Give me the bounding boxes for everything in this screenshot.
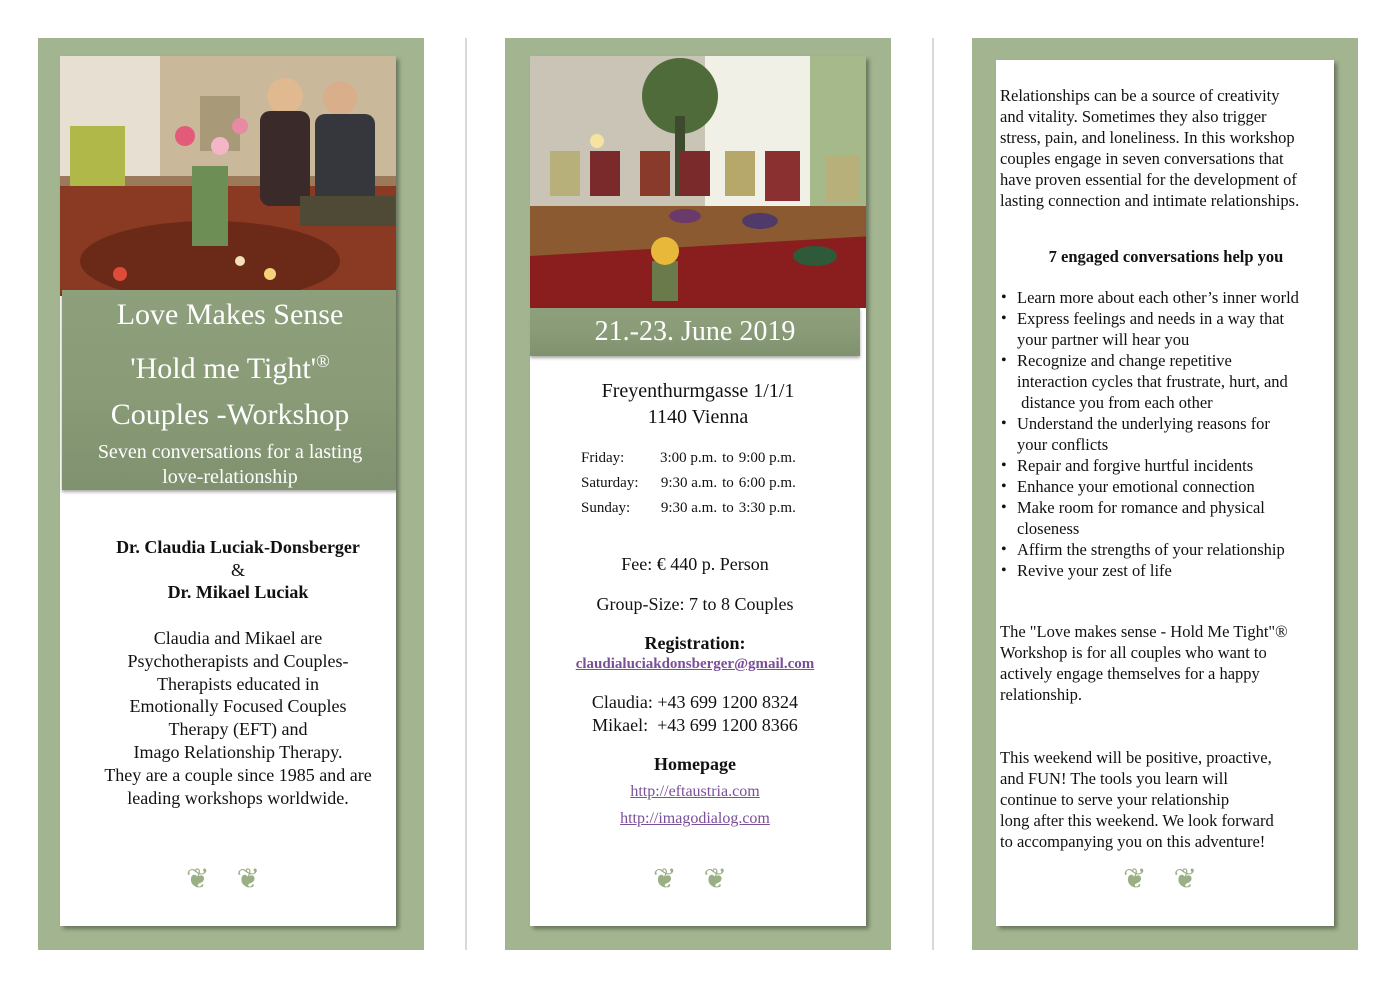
- date-banner: [530, 308, 860, 356]
- schedule-end: 3:30 p.m.: [738, 500, 796, 516]
- phone-mikael: Mikael: +43 699 1200 8366: [592, 715, 798, 735]
- schedule-row: [580, 471, 797, 496]
- list-item: • Learn more about each other’s inner world: [1000, 287, 1334, 308]
- room-photo: [530, 56, 866, 308]
- schedule-table: [580, 446, 797, 521]
- paragraph-line: to accompanying you on this adventure!: [1000, 832, 1266, 851]
- bio-line: Therapy (EFT) and: [168, 719, 308, 740]
- paragraph-line: long after this weekend. We look forward: [1000, 811, 1274, 830]
- intro-line: lasting connection and intimate relationships.: [1000, 191, 1300, 210]
- address-city: 1140 Vienna: [647, 406, 749, 428]
- panel-cover: [38, 38, 424, 950]
- schedule-end: 9:00 p.m.: [738, 450, 796, 466]
- list-item: • Enhance your emotional connection: [1000, 476, 1334, 497]
- bio-line: Emotionally Focused Couples: [129, 696, 347, 717]
- closing-paragraph: [1000, 747, 1274, 852]
- list-item: • Repair and forgive hurtful incidents: [1000, 455, 1334, 476]
- registered-mark: ®: [316, 351, 330, 371]
- registration-email-link[interactable]: claudialuciakdonsberger@gmail.com: [575, 656, 815, 672]
- schedule-end: 6:00 p.m.: [738, 475, 796, 491]
- workshop-title-line2: 'Hold me Tight'®: [130, 351, 330, 385]
- ornament-icon: ❦ ❦: [653, 864, 737, 895]
- conversations-heading: 7 engaged conversations help you: [1048, 247, 1284, 266]
- author-ampersand: &: [230, 559, 245, 580]
- target-audience-paragraph: [1000, 621, 1288, 705]
- author-claudia: Dr. Claudia Luciak-Donsberger: [116, 537, 360, 557]
- cover-title-banner: [62, 290, 396, 490]
- bio-line: Therapists educated in: [157, 673, 319, 694]
- workshop-subtitle-line2: love-relationship: [162, 466, 298, 488]
- schedule-to: to: [722, 450, 734, 466]
- homepage-link-imagodialog[interactable]: http://imagodialog.com: [620, 810, 770, 827]
- intro-line: have proven essential for the development of: [1000, 170, 1297, 189]
- panel-divider-2: [932, 38, 934, 950]
- homepage-link-eftaustria[interactable]: http://eftaustria.com: [630, 783, 760, 800]
- list-item: • Recognize and change repetitive interaction cycles that frustrate, hurt, and distance you from each other: [1000, 350, 1334, 413]
- author-mikael: Dr. Mikael Luciak: [167, 582, 309, 602]
- ornament-icon: ❦ ❦: [186, 864, 270, 895]
- homepage-label: Homepage: [654, 754, 736, 774]
- intro-line: couples engage in seven conversations that: [1000, 149, 1284, 168]
- panel-divider-1: [465, 38, 467, 950]
- list-item: • Express feelings and needs in a way that your partner will hear you: [1000, 308, 1334, 350]
- authors-block: [60, 536, 396, 604]
- couple-photo: [60, 56, 396, 296]
- registration-label: Registration:: [644, 633, 746, 653]
- workshop-title-line1: Love Makes Sense: [116, 298, 344, 331]
- paragraph-line: actively engage themselves for a happy: [1000, 664, 1260, 683]
- panel-description: [972, 38, 1358, 950]
- schedule-day: Saturday:: [581, 475, 639, 491]
- address-street: Freyenthurmgasse 1/1/1: [601, 380, 795, 402]
- schedule-start: 9:30 a.m.: [660, 475, 718, 491]
- workshop-date: 21.-23. June 2019: [594, 316, 796, 347]
- intro-line: Relationships can be a source of creativity: [1000, 86, 1280, 105]
- schedule-start: 9:30 a.m.: [660, 500, 718, 516]
- intro-line: and vitality. Sometimes they also trigger: [1000, 107, 1267, 126]
- intro-line: stress, pain, and loneliness. In this workshop: [1000, 128, 1295, 147]
- description-card: [996, 60, 1334, 926]
- cover-card: [60, 56, 396, 926]
- paragraph-line: relationship.: [1000, 685, 1083, 704]
- list-item: • Affirm the strengths of your relationship: [1000, 539, 1334, 560]
- schedule-day: Sunday:: [581, 500, 631, 516]
- list-item: • Understand the underlying reasons for your conflicts: [1000, 413, 1334, 455]
- paragraph-line: This weekend will be positive, proactive,: [1000, 748, 1272, 767]
- bio-line: Psychotherapists and Couples-: [127, 650, 349, 671]
- paragraph-line: and FUN! The tools you learn will: [1000, 769, 1228, 788]
- paragraph-line: The "Love makes sense - Hold Me Tight"®: [1000, 622, 1288, 641]
- schedule-to: to: [722, 475, 734, 491]
- bio-line: Claudia and Mikael are: [153, 628, 323, 648]
- intro-paragraph: [1000, 85, 1299, 211]
- panel-details: [505, 38, 891, 950]
- list-item: • Make room for romance and physical closeness: [1000, 497, 1334, 539]
- bio-line: They are a couple since 1985 and are: [104, 764, 372, 785]
- workshop-subtitle-line1: Seven conversations for a lasting: [97, 441, 363, 463]
- paragraph-line: continue to serve your relationship: [1000, 790, 1230, 809]
- address-block: [530, 378, 866, 430]
- bio-text: [60, 627, 396, 809]
- ornament-icon: ❦ ❦: [1123, 864, 1207, 895]
- schedule-start: 3:00 p.m.: [660, 450, 718, 466]
- benefits-list: [1000, 287, 1334, 581]
- schedule-row: [580, 446, 797, 471]
- list-item: • Revive your zest of life: [1000, 560, 1334, 581]
- details-card: [530, 56, 866, 926]
- bio-line: Imago Relationship Therapy.: [133, 741, 343, 762]
- group-size-text: Group-Size: 7 to 8 Couples: [596, 594, 794, 614]
- phone-claudia: Claudia: +43 699 1200 8324: [591, 692, 799, 712]
- paragraph-line: Workshop is for all couples who want to: [1000, 643, 1267, 662]
- schedule-row: [580, 496, 797, 521]
- bio-line: leading workshops worldwide.: [127, 787, 349, 808]
- workshop-title-line3: Couples -Workshop: [110, 398, 350, 431]
- schedule-day: Friday:: [581, 450, 625, 466]
- fee-text: Fee: € 440 p. Person: [621, 554, 769, 574]
- schedule-to: to: [722, 500, 734, 516]
